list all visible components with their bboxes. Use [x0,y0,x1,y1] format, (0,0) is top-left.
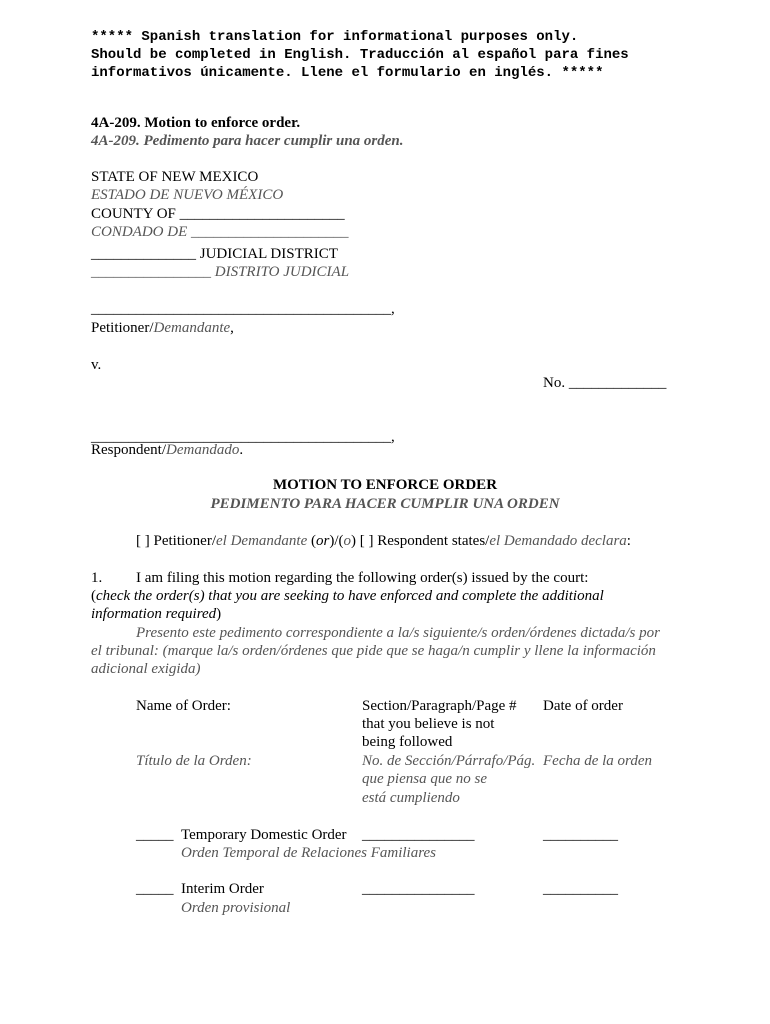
column-header-section-3: being followed [362,734,453,750]
order-date-field-temporary-domestic[interactable]: __________ [543,827,618,843]
respondent-name-line[interactable]: ________________________________________, [91,429,395,445]
disclaimer-line-1: ***** Spanish translation for informational purposes only. [91,29,579,45]
column-header-name-spanish: Título de la Orden: [136,753,252,769]
respondent-checkbox[interactable]: [ ] [359,533,374,549]
column-header-section-spanish-2: que piensa que no se [362,771,487,787]
order-name-temporary-domestic: Temporary Domestic Order [181,827,347,843]
column-header-name: Name of Order: [136,698,231,714]
versus-label: v. [91,357,102,373]
petitioner-name-line[interactable]: ________________________________________, [91,301,395,317]
item-1-number: 1. [91,570,103,586]
order-name-temporary-domestic-spanish: Orden Temporal de Relaciones Familiares [181,845,436,861]
judicial-district-field-spanish: ________________ DISTRITO JUDICIAL [91,264,350,280]
order-checkbox-temporary-domestic[interactable]: _____ [136,827,174,843]
state-label: STATE OF NEW MEXICO [91,169,259,185]
petitioner-checkbox[interactable]: [ ] [136,533,150,549]
order-checkbox-interim[interactable]: _____ [136,881,174,897]
column-header-section-spanish-1: No. de Sección/Párrafo/Pág. [362,753,536,769]
order-name-interim-spanish: Orden provisional [181,900,291,916]
disclaimer-line-2: Should be completed in English. Traducción al español para fines [91,47,629,63]
item-1-instructions-line-2: information required) [91,606,222,622]
judicial-district-field[interactable]: ______________ JUDICIAL DISTRICT [91,246,338,262]
column-header-date-spanish: Fecha de la orden [543,753,652,769]
column-header-section-spanish-3: está cumpliendo [362,790,460,806]
item-1-text: I am filing this motion regarding the following order(s) issued by the court: [136,570,589,586]
party-statement: [ ] Petitioner/el Demandante (or)/(o) [ ] Respondent states/el Demandado declara: [136,533,631,549]
item-1-spanish-line-3: adicional exigida) [91,661,201,677]
form-number: 4A-209. Motion to enforce order. [91,115,301,131]
order-section-field-interim[interactable]: _______________ [362,881,475,897]
state-label-spanish: ESTADO DE NUEVO MÉXICO [91,187,284,203]
document-title-spanish: PEDIMENTO PARA HACER CUMPLIR UNA ORDEN [210,496,560,512]
column-header-section-1: Section/Paragraph/Page # [362,698,517,714]
case-number-field[interactable]: No. _____________ [543,375,667,391]
order-section-field-temporary-domestic[interactable]: _______________ [362,827,475,843]
disclaimer-line-3: informativos únicamente. Llene el formulario en inglés. ***** [91,65,604,81]
respondent-label: Respondent/Demandado. [91,442,244,458]
item-1-instructions-line-1: (check the order(s) that you are seeking to have enforced and complete the additional [91,588,604,604]
item-1-spanish-line-2: el tribunal: (marque la/s orden/órdenes que pide que se haga/n cumplir y llene la información [91,643,656,659]
petitioner-label: Petitioner/Demandante, [91,320,234,336]
document-title: MOTION TO ENFORCE ORDER [272,477,498,493]
form-number-spanish: 4A-209. Pedimento para hacer cumplir una orden. [91,133,404,149]
item-1-spanish-line-1: Presento este pedimento correspondiente a la/s siguiente/s orden/órdenes dictada/s por [136,625,660,641]
county-field-spanish: CONDADO DE _____________________ [91,224,349,240]
column-header-date: Date of order [543,698,623,714]
order-date-field-interim[interactable]: __________ [543,881,618,897]
county-field[interactable]: COUNTY OF ______________________ [91,206,345,222]
order-name-interim: Interim Order [181,881,264,897]
column-header-section-2: that you believe is not [362,716,495,732]
